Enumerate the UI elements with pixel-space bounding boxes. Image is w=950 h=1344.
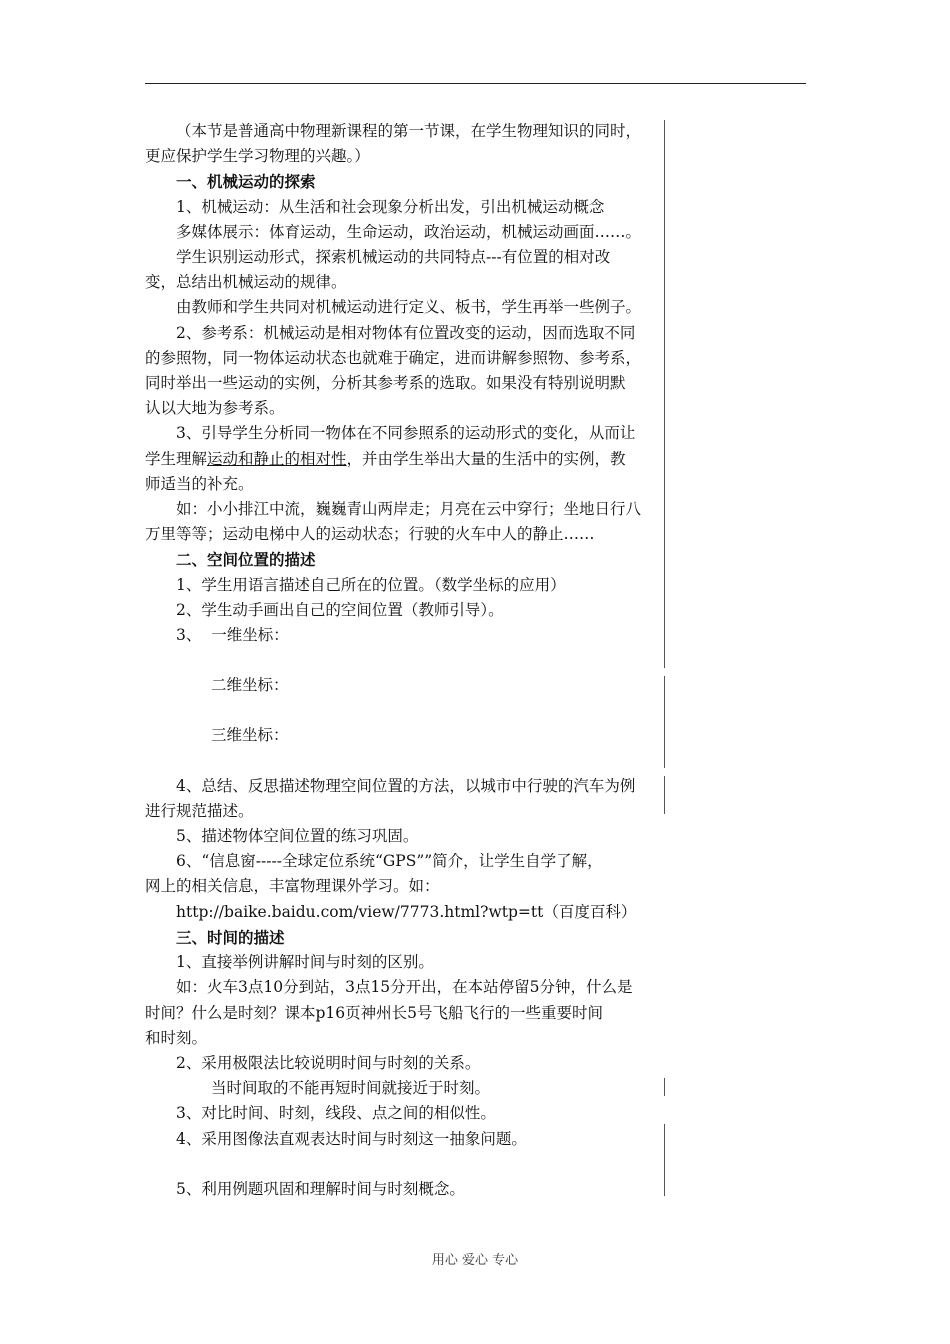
- table-border-right: [664, 120, 665, 668]
- section-heading: 三、时间的描述: [176, 927, 285, 947]
- text-line: 当时间取的不能再短时间就接近于时刻。: [211, 1079, 491, 1098]
- text-line: 2、采用极限法比较说明时间与时刻的关系。: [176, 1053, 481, 1072]
- text-line: 认以大地为参考系。: [145, 399, 285, 418]
- section-heading: 一、机械运动的探索: [176, 172, 316, 192]
- text-line: 3、 一维坐标：: [176, 626, 289, 645]
- text-line: 6、“信息窗-----全球定位系统“GPS””简介，让学生自学了解，: [176, 852, 603, 871]
- text-line: 的参照物，同一物体运动状态也就难于确定，进而讲解参照物、参考系，: [145, 348, 642, 367]
- text-line: 三维坐标：: [211, 726, 289, 745]
- blank-space: [145, 749, 665, 774]
- text-line: 二维坐标：: [211, 676, 289, 695]
- text-line: 5、描述物体空间位置的练习巩固。: [176, 827, 419, 846]
- table-border-right: [664, 676, 665, 768]
- text-line: 网上的相关信息，丰富物理课外学习。如：: [145, 877, 440, 896]
- text-line: 4、采用图像法直观表达时间与时刻这一抽象问题。: [176, 1129, 527, 1148]
- url-line: http://baike.baidu.com/view/7773.html?wtp=tt（百度百科）: [176, 902, 637, 921]
- text-segment: 学生理解: [145, 449, 208, 468]
- text-line: 1、学生用语言描述自己所在的位置。（数学坐标的应用）: [176, 575, 566, 594]
- text-line: 由教师和学生共同对机械运动进行定义、板书，学生再举一些例子。: [176, 298, 642, 317]
- blank-space: [145, 1152, 665, 1177]
- underlined-term: 运动和静止的相对性: [207, 449, 347, 468]
- text-line: 2、参考系：机械运动是相对物体有位置改变的运动，因而选取不同: [176, 323, 636, 342]
- text-line: 和时刻。: [145, 1028, 208, 1047]
- text-line: 如：小小排江中流，巍巍青山两岸走；月亮在云中穿行；坐地日行八: [176, 500, 642, 519]
- text-segment: ，并由学生举出大量的生活中的实例，教: [346, 449, 626, 468]
- table-border-right: [664, 776, 665, 814]
- text-line: [145, 447, 665, 472]
- text-line: 同时举出一些运动的实例，分析其参考系的选取。如果没有特别说明默: [145, 374, 626, 393]
- text-line: 5、利用例题巩固和理解时间与时刻概念。: [176, 1179, 465, 1198]
- text-line: 如：火车3点10分到站，3点15分开出，在本站停留5分钟，什么是: [176, 978, 633, 997]
- text-line: 更应保护学生学习物理的兴趣。）: [145, 147, 370, 166]
- text-line: 1、机械运动：从生活和社会现象分析出发，引出机械运动概念: [176, 197, 605, 216]
- text-line: 进行规范描述。: [145, 801, 254, 820]
- text-line: 多媒体展示：体育运动，生命运动，政治运动，机械运动画面……。: [176, 222, 642, 241]
- text-line: 变，总结出机械运动的规律。: [145, 273, 347, 292]
- text-line: 万里等等；运动电梯中人的运动状态；行驶的火车中人的静止……: [145, 525, 595, 544]
- blank-space: [145, 648, 665, 673]
- text-line: （本节是普通高中物理新课程的第一节课，在学生物理知识的同时，: [176, 122, 642, 140]
- text-line: 3、对比时间、时刻，线段、点之间的相似性。: [176, 1104, 496, 1123]
- text-line: 3、引导学生分析同一物体在不同参照系的运动形式的变化，从而让: [176, 424, 636, 443]
- text-line: 时间？什么是时刻？课本p16页神州长5号飞船飞行的一些重要时间: [145, 1003, 604, 1022]
- text-line: 4、总结、反思描述物理空间位置的方法，以城市中行驶的汽车为例: [176, 776, 636, 795]
- page-footer: 用心 爱心 专心: [431, 1253, 519, 1268]
- text-line: 2、学生动手画出自己的空间位置（教师引导）。: [176, 600, 504, 619]
- section-heading: 二、空间位置的描述: [176, 550, 316, 570]
- table-border-right: [664, 1078, 665, 1096]
- table-border-right: [664, 1124, 665, 1196]
- header-rule: [145, 83, 806, 84]
- blank-space: [145, 698, 665, 723]
- text-line: 1、直接举例讲解时间与时刻的区别。: [176, 953, 434, 972]
- document-body: [145, 119, 665, 1202]
- text-line: 学生识别运动形式，探索机械运动的共同特点---有位置的相对改: [176, 248, 611, 267]
- text-line: 师适当的补充。: [145, 474, 254, 493]
